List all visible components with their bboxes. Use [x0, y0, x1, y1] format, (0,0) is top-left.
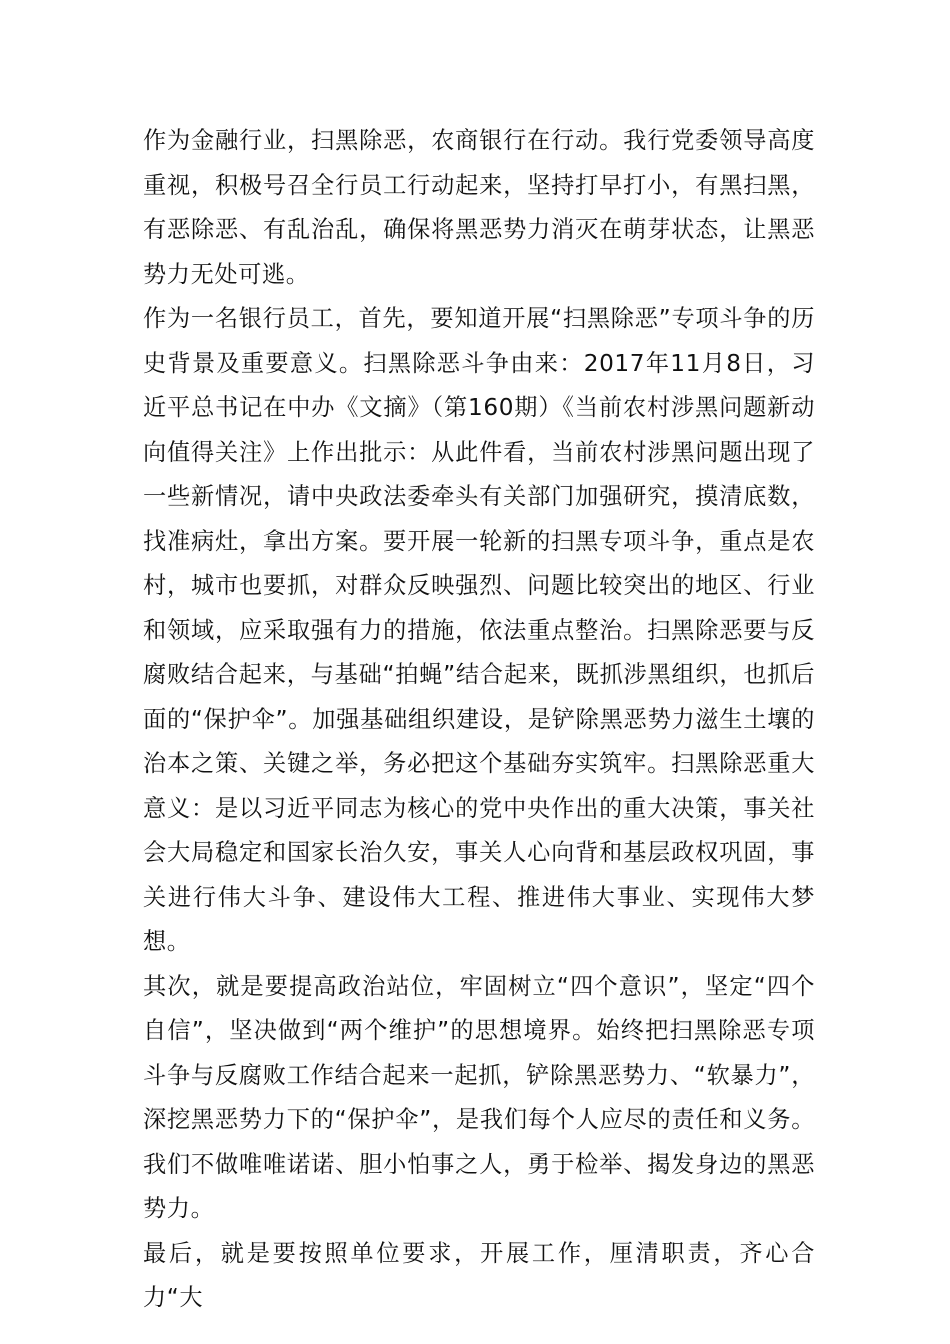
paragraph-3: 其次，就是要提高政治站位，牢固树立“四个意识”，坚定“四个自信”，坚决做到“两个维护”的思想境界。始终把扫黑除恶专项斗争与反腐败工作结合起来一起抓，铲除黑恶势力、“软暴力”，深挖黑恶势力下的“保护伞”，是我们每个人应尽的责任和义务。我们不做唯唯诺诺、胆小怕事之人，勇于检举、揭发身边的黑恶势力。	[143, 972, 815, 1222]
paragraph-4: 最后，就是要按照单位要求，开展工作，厘清职责，齐心合力“大	[143, 1239, 815, 1311]
paragraph-1: 作为金融行业，扫黑除恶，农商银行在行动。我行党委领导高度重视，积极号召全行员工行动起来，坚持打早打小，有黑扫黑，有恶除恶、有乱治乱，确保将黑恶势力消灭在萌芽状态，让黑恶势力无处可逃。	[143, 127, 815, 288]
document-body	[143, 119, 815, 1321]
paragraph-2: 作为一名银行员工，首先，要知道开展“扫黑除恶”专项斗争的历史背景及重要意义。扫黑除恶斗争由来：2017年11月8日，习近平总书记在中办《文摘》（第160期）《当前农村涉黑问题新动向值得关注》上作出批示：从此件看，当前农村涉黑问题出现了一些新情况，请中央政法委牵头有关部门加强研究，摸清底数，找准病灶，拿出方案。要开展一轮新的扫黑专项斗争，重点是农村，城市也要抓，对群众反映强烈、问题比较突出的地区、行业和领域，应采取强有力的措施，依法重点整治。扫黑除恶要与反腐败结合起来，与基础“拍蝇”结合起来，既抓涉黑组织，也抓后面的“保护伞”。加强基础组织建设，是铲除黑恶势力滋生土壤的治本之策、关键之举，务必把这个基础夯实筑牢。扫黑除恶重大意义：是以习近平同志为核心的党中央作出的重大决策，事关社会大局稳定和国家长治久安，事关人心向背和基层政权巩固，事关进行伟大斗争、建设伟大工程、推进伟大事业、实现伟大梦想。	[143, 305, 815, 955]
